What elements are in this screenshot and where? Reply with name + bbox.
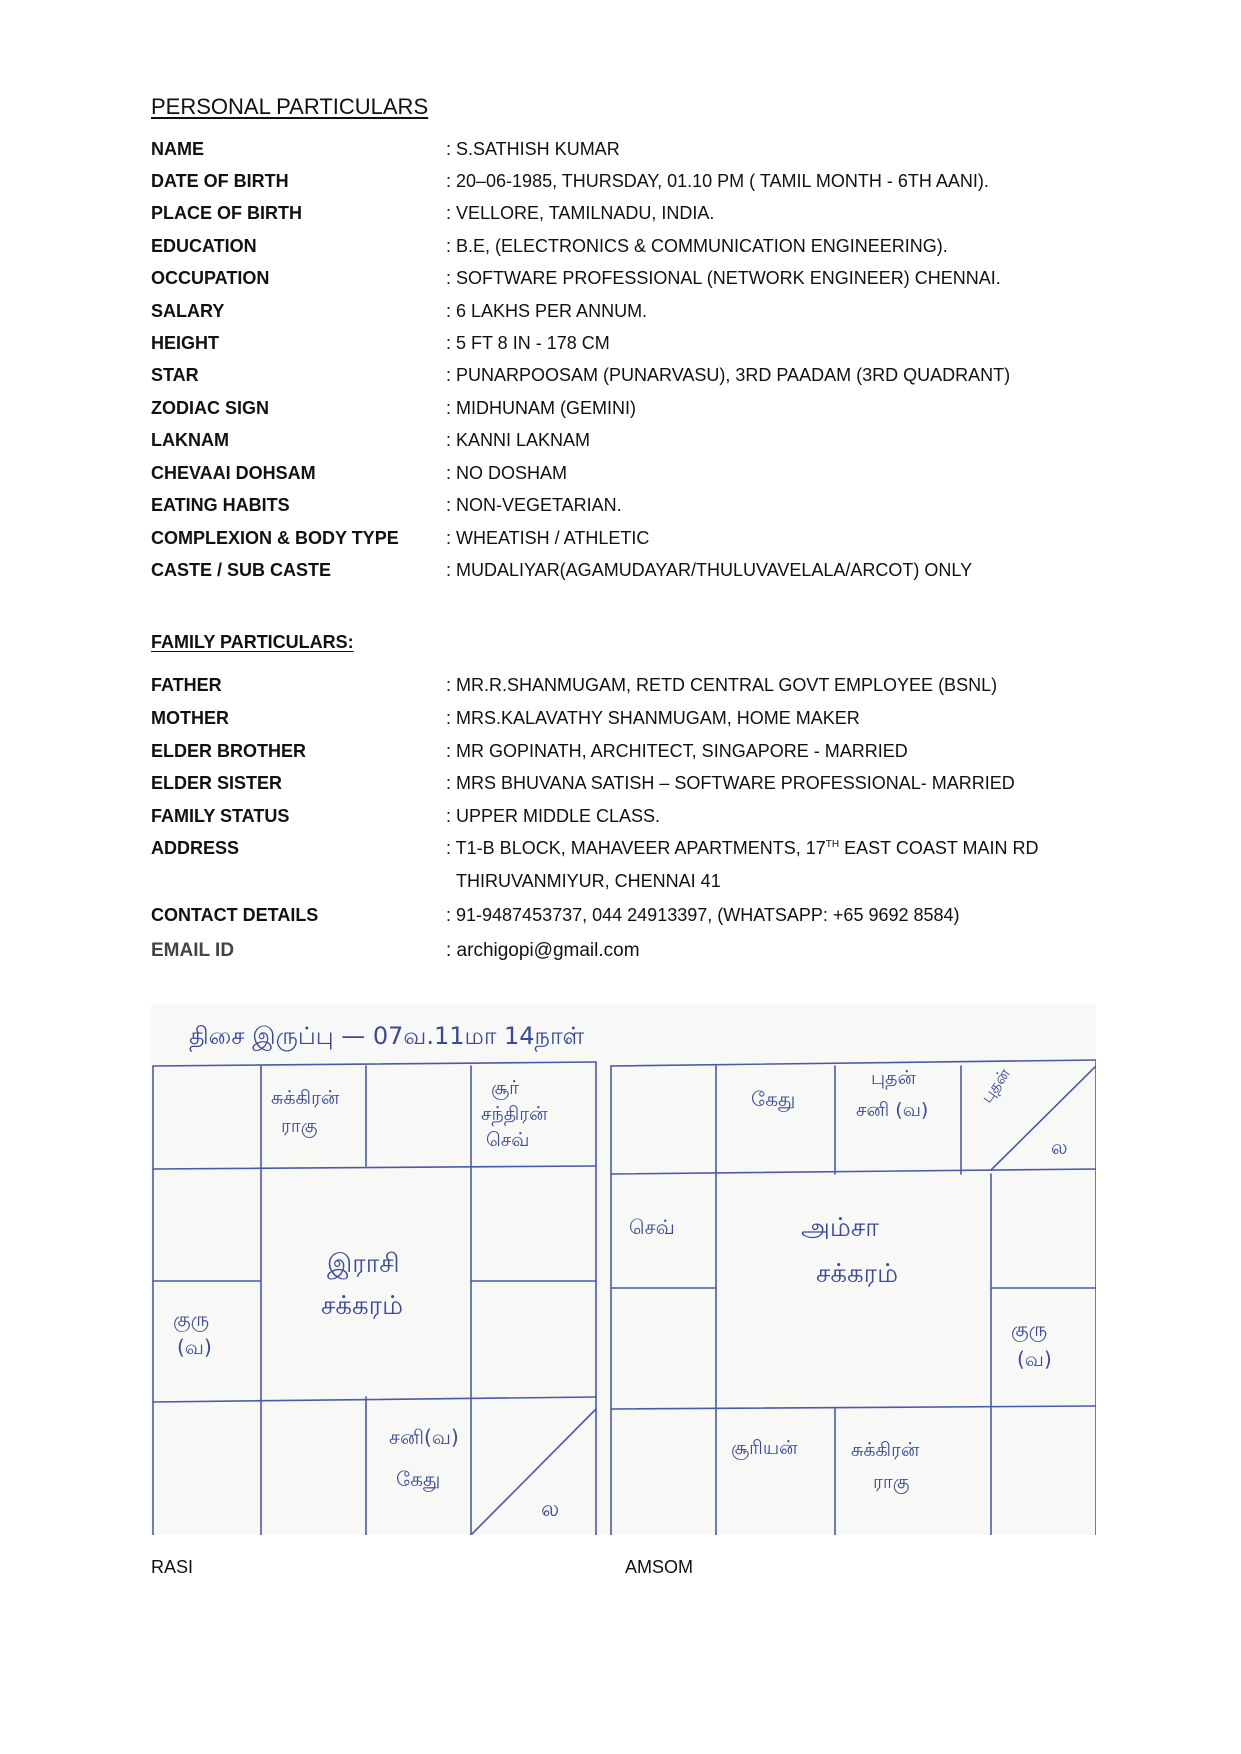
- row-caste: CASTE / SUB CASTE : MUDALIYAR(AGAMUDAYAR/THULUVAVELALA/ARCOT) ONLY: [151, 560, 973, 580]
- amsam-bottom-house-3-line-1: சுக்கிரன்: [851, 1439, 920, 1461]
- row-mother: MOTHER : MRS.KALAVATHY SHANMUGAM, HOME MAKER: [151, 708, 860, 728]
- row-occupation: OCCUPATION : SOFTWARE PROFESSIONAL (NETWORK ENGINEER) CHENNAI.: [151, 268, 1001, 288]
- email-link[interactable]: : archigopi@gmail.com: [446, 940, 640, 961]
- row-chevaai-dohsam: CHEVAAI DOHSAM : NO DOSHAM: [151, 463, 568, 483]
- family-section-heading: FAMILY PARTICULARS:: [151, 632, 354, 652]
- rasi-bottom-house-line-1: சனி(வ): [389, 1425, 459, 1449]
- row-date-of-birth: DATE OF BIRTH : 20–06-1985, THURSDAY, 01.10 PM ( TAMIL MONTH - 6TH AANI).: [151, 171, 989, 191]
- rasi-left-house-line-2: (வ): [177, 1335, 212, 1359]
- amsam-left-house: செவ்: [629, 1215, 675, 1239]
- amsom-caption: AMSOM: [625, 1557, 694, 1577]
- amsam-house-3-line-2: சனி (வ): [856, 1099, 929, 1121]
- address-line-1: : T1-B BLOCK, MAHAVEER APARTMENTS, 17TH EAST COAST MAIN RD: [446, 838, 1039, 858]
- rasi-house-4-line-1: சூர்: [491, 1077, 520, 1099]
- rasi-center-line-1: இராசி: [327, 1249, 400, 1279]
- amsam-center-line-1: அம்சா: [801, 1213, 879, 1243]
- rasi-house-2-line-1: சுக்கிரன்: [271, 1087, 340, 1109]
- horoscope-charts-image: [151, 1004, 1096, 1535]
- amsam-right-house-line-2: (வ): [1017, 1347, 1052, 1371]
- address-line-2: THIRUVANMIYUR, CHENNAI 41: [456, 871, 721, 891]
- row-place-of-birth: PLACE OF BIRTH : VELLORE, TAMILNADU, INDIA.: [151, 203, 715, 223]
- rasi-house-4-line-3: செவ்: [486, 1129, 530, 1151]
- rasi-center-line-2: சக்கரம்: [321, 1291, 404, 1321]
- amsam-lagna-mark: ல: [1051, 1135, 1068, 1159]
- amsam-center-line-2: சக்கரம்: [816, 1259, 899, 1289]
- row-salary: SALARY : 6 LAKHS PER ANNUM.: [151, 301, 648, 321]
- amsam-bottom-house-2: சூரியன்: [731, 1437, 798, 1459]
- page-title: PERSONAL PARTICULARS: [151, 94, 429, 119]
- row-complexion: COMPLEXION & BODY TYPE : WHEATISH / ATHLETIC: [151, 528, 650, 548]
- row-contact-details: CONTACT DETAILS : 91-9487453737, 044 24913397, (WHATSAPP: +65 9692 8584): [151, 905, 960, 925]
- row-education: EDUCATION : B.E, (ELECTRONICS & COMMUNICATION ENGINEERING).: [151, 236, 948, 256]
- rasi-left-house-line-1: குரு: [173, 1307, 210, 1331]
- row-eating-habits: EATING HABITS : NON-VEGETARIAN.: [151, 495, 622, 515]
- rasi-bottom-house-line-2: கேது: [396, 1467, 441, 1491]
- row-father: FATHER : MR.R.SHANMUGAM, RETD CENTRAL GOVT EMPLOYEE (BSNL): [151, 675, 998, 695]
- row-laknam: LAKNAM : KANNI LAKNAM: [151, 430, 591, 450]
- rasi-lagna-mark: ல: [541, 1497, 560, 1522]
- rasi-house-4-line-2: சந்திரன்: [481, 1103, 548, 1125]
- amsam-house-3-line-1: புதன்: [871, 1067, 916, 1089]
- dasa-balance-note: திசை இருப்பு — 07வ.11மா 14நாள்: [189, 1022, 585, 1050]
- row-elder-sister: ELDER SISTER : MRS BHUVANA SATISH – SOFTWARE PROFESSIONAL- MARRIED: [151, 773, 1015, 793]
- rasi-house-2-line-2: ராகு: [281, 1115, 318, 1137]
- row-name: NAME : S.SATHISH KUMAR: [151, 139, 620, 159]
- amsam-chart-grid: [611, 1060, 1096, 1535]
- rasi-caption: RASI: [151, 1557, 194, 1577]
- amsam-right-house-line-1: குரு: [1011, 1317, 1048, 1341]
- amsam-house-2: கேது: [751, 1087, 796, 1111]
- amsam-bottom-house-3-line-2: ராகு: [873, 1471, 910, 1493]
- row-elder-brother: ELDER BROTHER : MR GOPINATH, ARCHITECT, SINGAPORE - MARRIED: [151, 741, 908, 761]
- row-family-status: FAMILY STATUS : UPPER MIDDLE CLASS.: [151, 806, 661, 826]
- row-zodiac-sign: ZODIAC SIGN : MIDHUNAM (GEMINI): [151, 398, 636, 418]
- amsam-house-4-diagonal: புதன்: [976, 1064, 1014, 1107]
- row-star: STAR : PUNARPOOSAM (PUNARVASU), 3RD PAADAM (3RD QUADRANT): [151, 365, 1011, 385]
- row-email: EMAIL ID : archigopi@gmail.com: [151, 940, 640, 961]
- row-height: HEIGHT : 5 FT 8 IN - 178 CM: [151, 333, 610, 353]
- row-address: ADDRESS : T1-B BLOCK, MAHAVEER APARTMENTS, 17TH EAST COAST MAIN RD THIRUVANMIYUR, CHENNAI 41: [151, 838, 1039, 891]
